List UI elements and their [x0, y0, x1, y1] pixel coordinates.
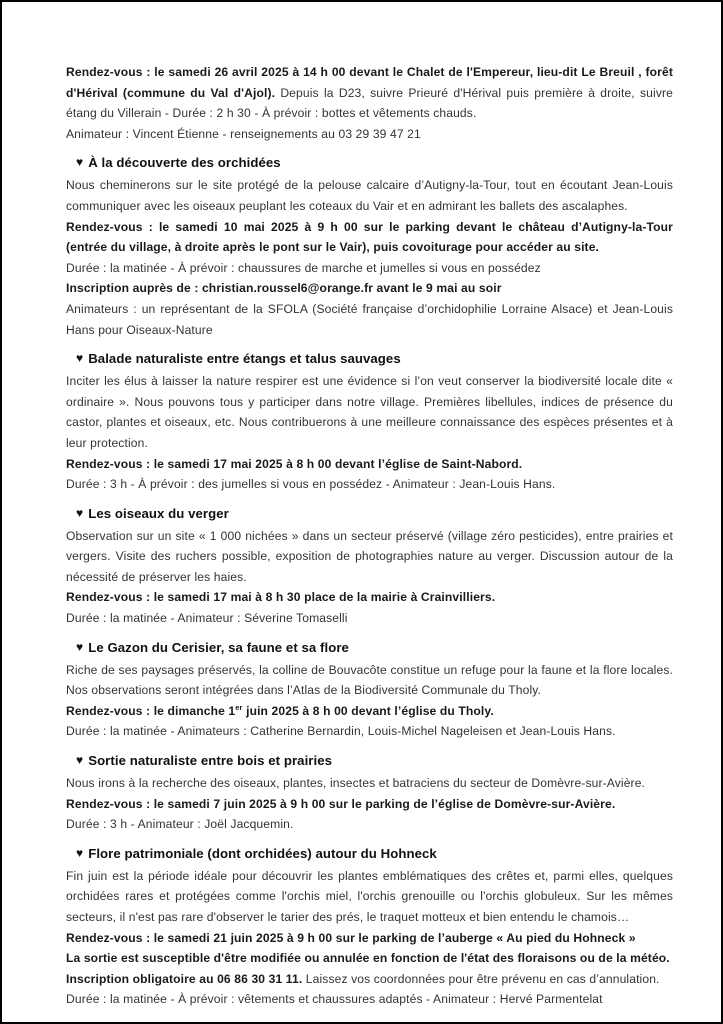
- section-description: Nous cheminerons sur le site protégé de la pelouse calcaire d’Autigny-la-Tour, tout en écoutant Jean-Louis communiquer avec les oiseaux peuplant les coteaux du Vair et en admirant les ballets des ascalaphes.: [66, 178, 673, 213]
- section-inscription: [66, 969, 673, 990]
- section-title-text: Les oiseaux du verger: [88, 505, 229, 521]
- section-animateurs: Animateurs : un représentant de la SFOLA (Société française d’orchidophilie Lorraine Alsace) et Jean-Louis Hans pour Oiseaux-Nature: [66, 301, 673, 337]
- section-heading-sortie-bois-prairies: [76, 751, 673, 771]
- section-description: Nous irons à la recherche des oiseaux, plantes, insectes et batraciens du secteur de Domèvre-sur-Avière.: [66, 776, 646, 791]
- inscription-bold: Inscription obligatoire au 06 86 30 31 11.: [66, 971, 303, 986]
- intro-rendezvous-bold: Rendez-vous : le samedi 26 avril 2025 à 14 h 00 devant le Chalet de l'Empereur, lieu-dit Le Breuil , forêt d'Hérival (commune du Val d'Ajol).: [66, 65, 673, 100]
- heart-bullet-icon: ♥: [76, 155, 84, 170]
- section-rendezvous: Rendez-vous : le samedi 17 mai 2025 à 8 h 00 devant l’église de Saint-Nabord.: [66, 456, 523, 471]
- section-rendezvous: [66, 701, 673, 722]
- section-heading-orchidees: [76, 153, 673, 173]
- section-duree: Durée : 3 h - À prévoir : des jumelles si vous en possédez - Animateur : Jean-Louis Hans.: [66, 477, 556, 492]
- section-title-text: À la découverte des orchidées: [88, 155, 281, 171]
- section-duree: Durée : la matinée - À prévoir : chaussures de marche et jumelles si vous en possédez: [66, 260, 541, 275]
- inscription-rest: Laissez vos coordonnées pour être prévenu en cas d’annulation.: [302, 971, 660, 986]
- section-rendezvous: Rendez-vous : le samedi 17 mai à 8 h 30 place de la mairie à Crainvilliers.: [66, 590, 496, 605]
- section-duree: Durée : 3 h - Animateur : Joël Jacquemin.: [66, 817, 294, 832]
- intro-rendezvous-rest: Depuis la D23, suivre Prieuré d'Hérival puis première à droite, suivre étang du Villerain - Durée : 2 h 30 - À prévoir : bottes et vêtements chauds.: [66, 85, 673, 121]
- section-heading-oiseaux-du-verger: [76, 504, 673, 524]
- heart-bullet-icon: ♥: [76, 639, 84, 654]
- section-note: La sortie est susceptible d'être modifiée ou annulée en fonction de l'état des floraisons ou de la météo.: [66, 951, 670, 966]
- heart-bullet-icon: ♥: [76, 351, 84, 366]
- section-title-text: Le Gazon du Cerisier, sa faune et sa flore: [88, 639, 349, 655]
- page-content: [2, 2, 721, 1010]
- section-flore-hohneck: [66, 844, 673, 1010]
- section-heading-flore-hohneck: [76, 844, 673, 864]
- section-rendezvous: Rendez-vous : le samedi 7 juin 2025 à 9 h 00 sur le parking de l’église de Domèvre-sur-Avière.: [66, 796, 616, 811]
- section-description: Inciter les élus à laisser la nature respirer est une évidence si l’on veut conserver la biodiversité locale dite « ordinaire ». Nous pouvons tous y participer dans notre village. Premières libellules, indices de présence du castor, plantes et oiseaux, etc. Nous contribuerons à une meilleure connaissance des espèces présentes et à leur protection.: [66, 374, 673, 450]
- section-duree: Durée : la matinée - Animateur : Séverine Tomaselli: [66, 611, 348, 626]
- ordinal-suffix: er: [235, 702, 243, 712]
- rendezvous-prefix: Rendez-vous : le dimanche 1: [66, 703, 236, 718]
- section-duree: Durée : la matinée - À prévoir : vêtements et chaussures adaptés - Animateur : Hervé Parmentelat: [66, 992, 603, 1007]
- heart-bullet-icon: ♥: [76, 753, 84, 768]
- section-title-text: Sortie naturaliste entre bois et prairies: [88, 753, 333, 769]
- heart-bullet-icon: ♥: [76, 845, 84, 860]
- rendezvous-suffix: juin 2025 à 8 h 00 devant l’église du Tholy.: [242, 703, 494, 718]
- section-inscription: Inscription auprès de : christian.roussel6@orange.fr avant le 9 mai au soir: [66, 281, 502, 296]
- section-oiseaux-du-verger: [66, 504, 673, 629]
- section-balade-naturaliste: [66, 349, 673, 495]
- section-heading-gazon-du-cerisier: [76, 638, 673, 658]
- section-description: Observation sur un site « 1 000 nichées » dans un secteur préservé (village zéro pesticides), entre prairies et vergers. Visite des ruchers possible, exposition de photographies nature au verger. Discussion autour de la nécessité de préserver les haies.: [66, 528, 673, 584]
- section-rendezvous: Rendez-vous : le samedi 10 mai 2025 à 9 h 00 sur le parking devant le château d’Autigny-la-Tour (entrée du village, à droite après le pont sur le Vair), puis covoiturage pour accéder au site.: [66, 219, 673, 255]
- section-gazon-du-cerisier: [66, 638, 673, 742]
- section-title-text: Balade naturaliste entre étangs et talus sauvages: [88, 351, 401, 367]
- section-heading-balade-naturaliste: [76, 349, 673, 369]
- intro-animateur: Animateur : Vincent Étienne - renseignements au 03 29 39 47 21: [66, 126, 421, 141]
- document-body: [66, 62, 673, 1010]
- section-title-text: Flore patrimoniale (dont orchidées) autour du Hohneck: [88, 845, 437, 861]
- section-sortie-bois-prairies: [66, 751, 673, 835]
- section-rendezvous: Rendez-vous : le samedi 21 juin 2025 à 9 h 00 sur le parking de l’auberge « Au pied du Hohneck »: [66, 930, 636, 945]
- heart-bullet-icon: ♥: [76, 505, 84, 520]
- section-description: Fin juin est la période idéale pour découvrir les plantes emblématiques des crêtes et, parmi elles, quelques orchidées rares et protégées comme l'orchis miel, l'orchis grenouille ou l'orchis globuleux. Sur les mêmes secteurs, il n'est pas rare d'observer le tarier des prés, le traquet motteux et bien entendu le chamois…: [66, 868, 673, 924]
- section-orchidees: [66, 153, 673, 340]
- intro-rendezvous-paragraph: [66, 62, 673, 124]
- section-description: Riche de ses paysages préservés, la colline de Bouvacôte constitue un refuge pour la faune et la flore locales. Nos observations seront intégrées dans l’Atlas de la Biodiversité Communale du Tholy.: [66, 662, 673, 698]
- intro-block: [66, 62, 673, 144]
- section-duree: Durée : la matinée - Animateurs : Catherine Bernardin, Louis-Michel Nageleisen et Jean-Louis Hans.: [66, 724, 616, 739]
